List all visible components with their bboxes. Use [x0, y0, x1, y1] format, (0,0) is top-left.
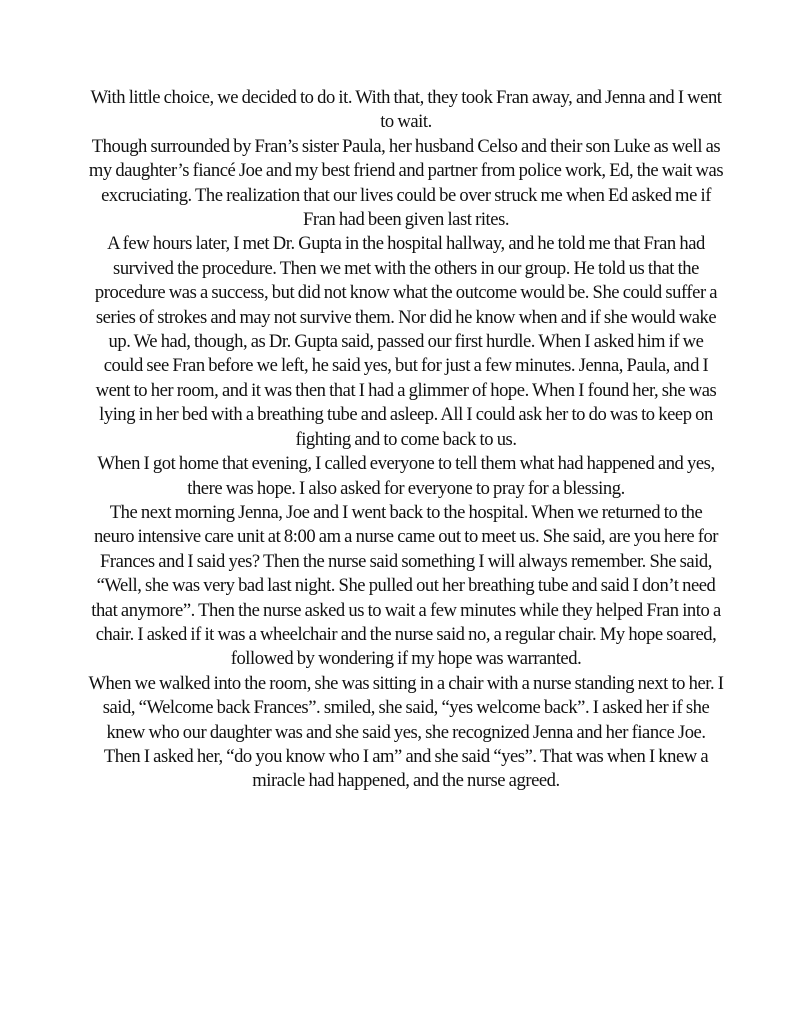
body-text	[88, 86, 724, 794]
paragraph-5: The next morning Jenna, Joe and I went back to the hospital. When we returned to the neuro intensive care unit at 8:00 am a nurse came out to meet us. She said, are you here for Frances and I said yes? Then the nurse said something I will always remember. She said, “Well, she was very bad last night. She pulled out her breathing tube and said I don’t need that anymore”. Then the nurse asked us to wait a few minutes while they helped Fran into a chair. I asked if it was a wheelchair and the nurse said no, a regular chair. My hope soared, followed by wondering if my hope was warranted.	[91, 501, 721, 670]
paragraph-2: Though surrounded by Fran’s sister Paula, her husband Celso and their son Luke as well as my daughter’s fiancé Joe and my best friend and partner from police work, Ed, the wait was excruciating. The realization that our lives could be over struck me when Ed asked me if Fran had been given last rites.	[88, 135, 724, 231]
paragraph-1: With little choice, we decided to do it. With that, they took Fran away, and Jenna and I went to wait.	[90, 87, 722, 133]
paragraph-6: When we walked into the room, she was sitting in a chair with a nurse standing next to her. I said, “Welcome back Frances”. smiled, she said, “yes welcome back”. I asked her if she knew who our daughter was and she said yes, she recognized Jenna and her fiance Joe. Then I asked her, “do you know who I am” and she said “yes”. That was when I knew a miracle had happened, and the nurse agreed.	[88, 672, 724, 792]
paragraph-4: When I got home that evening, I called everyone to tell them what had happened and yes, there was hope. I also asked for everyone to pray for a blessing.	[97, 453, 715, 499]
paragraph-3: A few hours later, I met Dr. Gupta in the hospital hallway, and he told me that Fran had survived the procedure. Then we met with the others in our group. He told us that the procedure was a success, but did not know what the outcome would be. She could suffer a series of strokes and may not survive them. Nor did he know when and if she would wake up. We had, though, as Dr. Gupta said, passed our first hurdle. When I asked him if we could see Fran before we left, he said yes, but for just a few minutes. Jenna, Paula, and I went to her room, and it was then that I had a glimmer of hope. When I found her, she was lying in her bed with a breathing tube and asleep. All I could ask her to do was to keep on fighting and to come back to us.	[94, 233, 718, 450]
